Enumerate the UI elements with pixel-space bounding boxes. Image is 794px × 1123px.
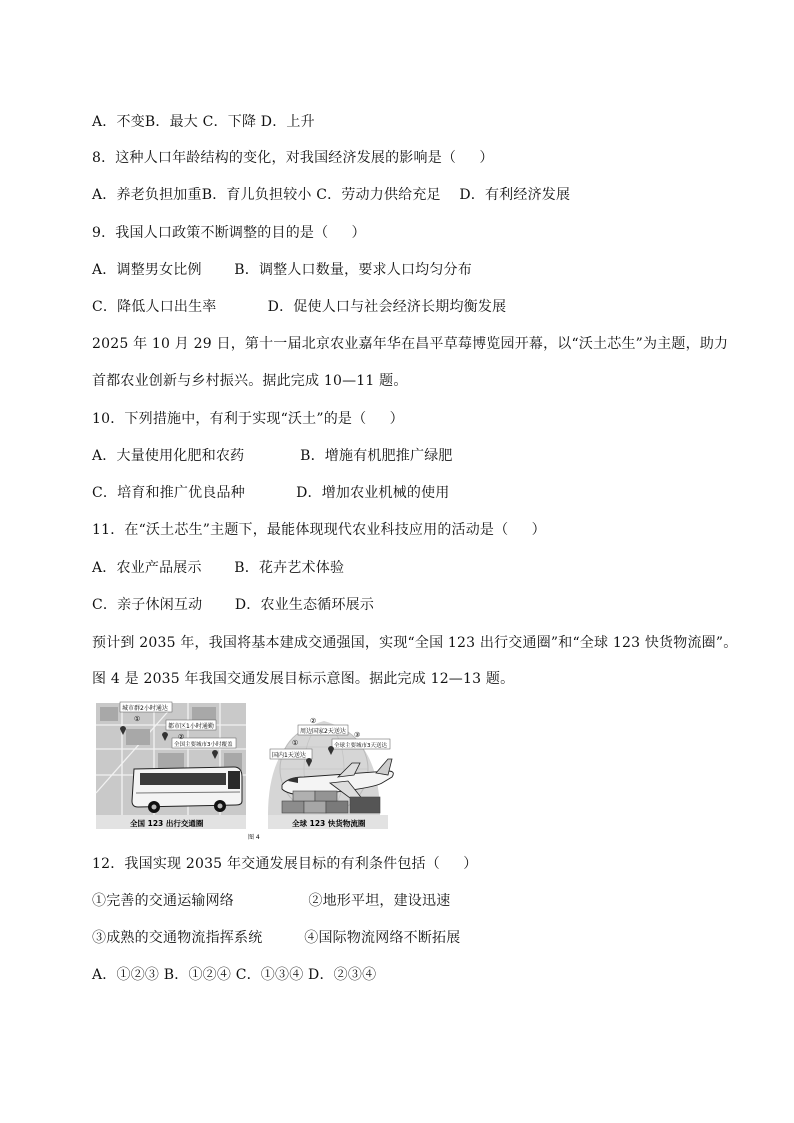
bus-icon xyxy=(132,767,242,813)
domestic-travel-panel xyxy=(96,702,246,829)
label-metro-area: 都市区1小时通勤 xyxy=(168,723,214,730)
figure-number: 图 4 xyxy=(248,834,260,841)
q7-options: A．不变B．最大 C．下降 D．上升 xyxy=(92,114,315,130)
material-2-line-2: 首都农业创新与乡村振兴。据此完成 10—11 题。 xyxy=(92,373,408,389)
marker-right-1: ① xyxy=(292,739,299,747)
material-3-line-1: 预计到 2035 年，我国将基本建成交通强国，实现“全国 123 出行交通圈”和“全球 123 快货物流圈”。 xyxy=(92,635,738,651)
q12-statements-12: ①完善的交通运输网络 ②地形平坦，建设迅速 xyxy=(92,893,451,909)
marker-right-2: ② xyxy=(310,717,317,725)
label-major-cities: 全国主要城市3小时覆盖 xyxy=(174,742,233,748)
q12-statements-34: ③成熟的交通物流指挥系统 ④国际物流网络不断拓展 xyxy=(92,930,461,946)
marker-left-2: ② xyxy=(178,733,185,741)
q8-options: A．养老负担加重B．育儿负担较小 C．劳动力供给充足 D．有利经济发展 xyxy=(92,187,571,203)
q9-options-ab: A．调整男女比例 B．调整人口数量，要求人口均匀分布 xyxy=(92,262,472,278)
label-neighbor-countries: 周边国家2天送达 xyxy=(300,728,346,735)
q12-stem: 12．我国实现 2035 年交通发展目标的有利条件包括（ ） xyxy=(92,856,478,872)
global-logistics-panel xyxy=(268,717,393,829)
label-domestic-delivery: 国内1天送达 xyxy=(272,752,306,759)
material-2-line-1: 2025 年 10 月 29 日，第十一届北京农业嘉年华在昌平草莓博览园开幕，以“沃土芯生”为主题，助力 xyxy=(92,336,729,352)
material-3-line-2: 图 4 是 2035 年我国交通发展目标示意图。据此完成 12—13 题。 xyxy=(92,671,515,687)
q9-options-cd: C．降低人口出生率 D．促使人口与社会经济长期均衡发展 xyxy=(92,299,507,315)
caption-global-logistics: 全球 123 快货物流圈 xyxy=(292,819,366,828)
q12-options: A．①②③ B．①②④ C．①③④ D．②③④ xyxy=(92,967,377,983)
q11-options-ab: A．农业产品展示 B．花卉艺术体验 xyxy=(92,560,345,576)
q8-stem: 8．这种人口年龄结构的变化，对我国经济发展的影响是（ ） xyxy=(92,150,494,166)
marker-left-1: ① xyxy=(134,715,141,723)
label-city-cluster: 城市群2小时通达 xyxy=(122,705,168,712)
marker-right-3: ③ xyxy=(354,731,361,739)
transport-goal-figure xyxy=(92,697,398,845)
q11-options-cd: C．亲子休闲互动 D．农业生态循环展示 xyxy=(92,597,375,613)
q10-options-ab: A．大量使用化肥和农药 B．增施有机肥推广绿肥 xyxy=(92,448,453,464)
q10-options-cd: C．培育和推广优良品种 D．增加农业机械的使用 xyxy=(92,485,450,501)
q9-stem: 9．我国人口政策不断调整的目的是（ ） xyxy=(92,225,366,241)
q10-stem: 10．下列措施中，有利于实现“沃土”的是（ ） xyxy=(92,411,404,427)
caption-domestic-travel: 全国 123 出行交通圈 xyxy=(130,819,204,828)
label-global-cities: 全球主要城市3天送达 xyxy=(334,743,387,749)
q11-stem: 11．在“沃土芯生”主题下，最能体现现代农业科技应用的活动是（ ） xyxy=(92,522,546,538)
